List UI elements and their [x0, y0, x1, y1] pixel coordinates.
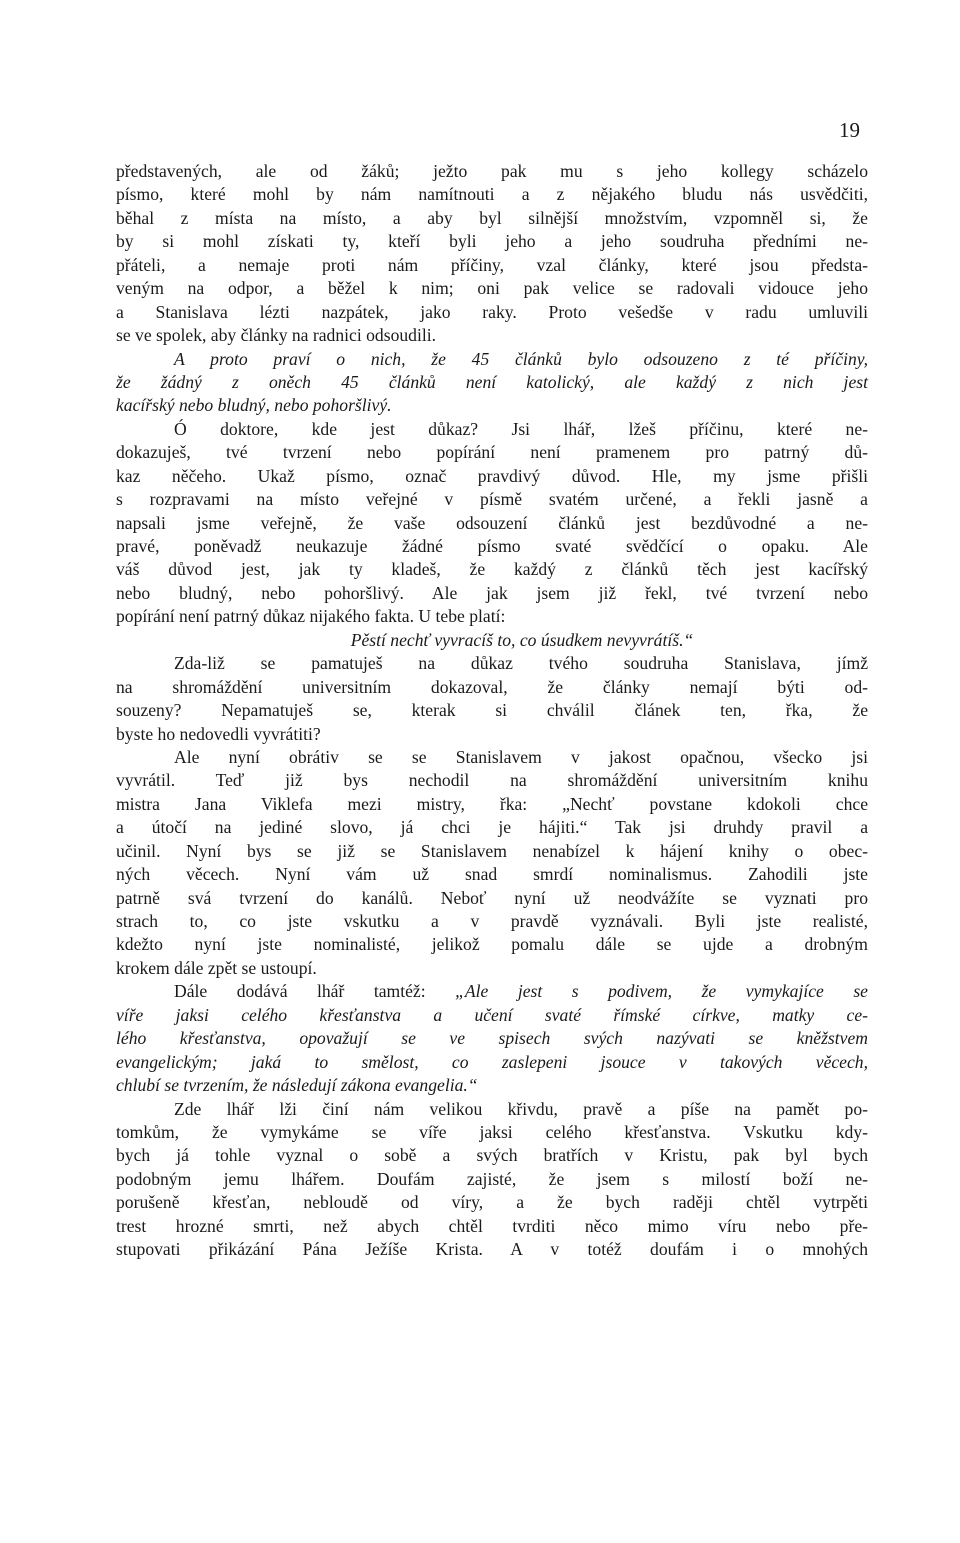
text-line: popírání není patrný důkaz nijakého fakta. U tebe platí: [116, 606, 506, 627]
text-line: Ale nyní obrátiv se se Stanislavem v jakost opačnou, všecko jsi [174, 746, 868, 767]
text-line: napsali jsme veřejně, že vaše odsouzení článků jest bezdůvodné a ne- [116, 512, 868, 533]
text-line: evangelickým; jaká to smělost, co zaslepeni jsouce v takových věcech, [116, 1051, 868, 1072]
text-line: váš důvod jest, jak ty kladeš, že každý z článků těch jest kacířský [116, 559, 868, 580]
text-line: na shromáždění universitním dokazoval, že články nemají býti od- [116, 676, 868, 697]
text-line: stupovati přikázání Pána Ježíše Krista. A v totéž doufám i o mnohých [116, 1239, 868, 1260]
text-line: mistra Jana Viklefa mezi mistry, řka: „Nechť povstane kdokoli chce [116, 793, 868, 814]
text-line: ných věcech. Nyní vám už snad smrdí nominalismus. Zahodili jste [116, 864, 868, 885]
body-text [116, 160, 868, 1262]
text-line: by si mohl získati ty, kteří byli jeho a jeho soudruha předními ne- [116, 231, 868, 252]
text-line: krokem dále zpět se ustoupí. [116, 957, 317, 978]
text-line: nebo bludný, nebo pohoršlivý. Ale jak jsem již řekl, tvé tvrzení nebo [116, 582, 868, 603]
text-line: Zde lhář lži činí nám velikou křivdu, pravě a píše na pamět po- [174, 1098, 868, 1119]
text-line: Ó doktore, kde jest důkaz? Jsi lhář, lžeš příčinu, které ne- [174, 418, 868, 439]
text-line: Pěstí nechť vyvracíš to, co úsudkem nevyvrátíš.“ [350, 629, 694, 650]
text-line: podobným jemu lhářem. Doufám zajisté, že jsem s milostí boží ne- [116, 1168, 868, 1189]
page-number: 19 [839, 118, 860, 142]
text-line: lého křesťanstva, opovažují se ve spisech svých nazývati se kněžstvem [116, 1028, 868, 1049]
text-line: strach to, co jste vskutku a v pravdě vyznávali. Byli jste realisté, [116, 911, 868, 931]
text-line: kaz něčeho. Ukaž písmo, označ pravdivý důvod. Hle, my jsme přišli [116, 465, 868, 486]
text-line: kacířský nebo bludný, nebo pohoršlivý. [116, 395, 392, 416]
text-line: bych já tohle vyznal o sobě a svých bratřích v Kristu, pak byl bych [116, 1145, 868, 1166]
text-line: tomkům, že vymykáme se víře jaksi celého křesťanstva. Vskutku kdy- [116, 1121, 868, 1142]
text-line: patrně svá tvrzení do kanálů. Neboť nyní už neodvážíte se vyznati pro [116, 887, 868, 908]
text-line: se ve spolek, aby články na radnici odsoudili. [116, 325, 437, 346]
text-line: představených, ale od žáků; ježto pak mu s jeho kollegy scházelo [116, 161, 868, 181]
text-line: že žádný z oněch 45 článků není katolický, ale každý z nich jest [116, 371, 868, 392]
text-line: byste ho nedovedli vyvrátiti? [116, 723, 321, 744]
text-line: přáteli, a nemaje proti nám příčiny, vzal články, které jsou předsta- [116, 254, 868, 275]
text-line: porušeně křesťan, nebloudě od víry, a že bych raději chtěl vytrpěti [116, 1192, 868, 1213]
text-line: kdežto nyní jste nominalisté, jelikož pomalu dále se ujde a drobným [116, 934, 868, 955]
text-line: s rozpravami na místo veřejné v písmě svatém určené, a řekli jasně a [116, 489, 868, 510]
text-line: souzeny? Nepamatuješ se, kterak si chválil článek ten, řka, že [116, 700, 868, 721]
text-line: běhal z místa na místo, a aby byl silnější množstvím, vzpomněl si, že [116, 207, 868, 228]
text-line: A proto praví o nich, že 45 článků bylo odsouzeno z té příčiny, [174, 348, 868, 369]
text-line: a Stanislava lézti nazpátek, jako raky. Proto vešedše v radu umluvili [116, 301, 868, 322]
text-line: vyvrátil. Teď již bys nechodil na shromáždění universitním knihu [116, 770, 868, 791]
text-line: chlubí se tvrzením, že následují zákona evangelia.“ [116, 1075, 478, 1096]
text-line: víře jaksi celého křesťanstva a učení svaté římské církve, matky ce- [116, 1004, 868, 1025]
text-line: Zda-liž se pamatuješ na důkaz tvého soudruha Stanislava, jímž [174, 653, 868, 674]
text-line: Dále dodává lhář tamtéž: „Ale jest s podivem, že vymykajíce se [174, 981, 868, 1002]
text-line: trest hrozné smrti, než abych chtěl tvrditi něco mimo víru nebo pře- [116, 1215, 868, 1236]
text-line: veným na odpor, a běžel k nim; oni pak velice se radovali vidouce jeho [116, 278, 868, 299]
text-line: písmo, které mohl by nám namítnouti a z nějakého bludu nás usvědčiti, [116, 184, 868, 205]
text-line: učinil. Nyní bys se již se Stanislavem nenabízel k hájení knihy o obec- [116, 840, 868, 861]
text-line: dokazuješ, tvé tvrzení nebo popírání není pramenem pro patrný dů- [116, 442, 868, 463]
text-line: a útočí na jediné slovo, já chci je hájiti.“ Tak jsi druhdy pravil a [116, 817, 868, 838]
text-line: pravé, poněvadž neukazuje žádné písmo svaté svědčící o opaku. Ale [116, 536, 868, 556]
